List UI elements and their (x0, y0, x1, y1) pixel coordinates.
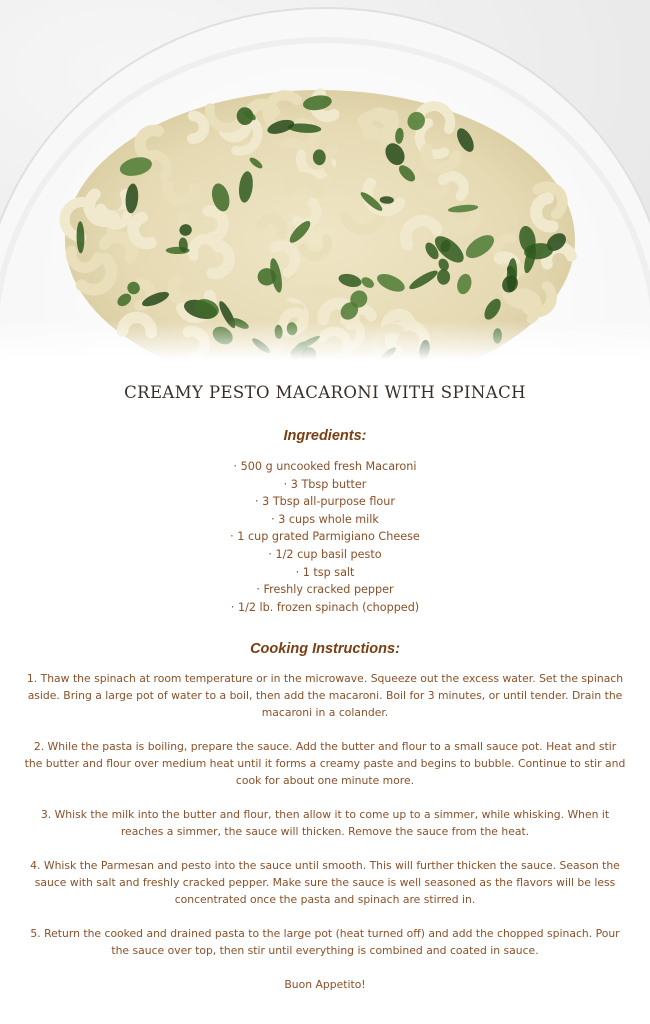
ingredients-heading: Ingredients: (283, 428, 367, 444)
ingredient-item: · 1 cup grated Parmigiano Cheese (0, 528, 650, 546)
ingredients-list (0, 458, 650, 616)
ingredient-item: · 3 Tbsp all-purpose flour (0, 493, 650, 511)
instruction-step: 5. Return the cooked and drained pasta to the large pot (heat turned off) and add the chopped spinach. Pour the sauce over top, then stir until everything is combined and coated in sauce. (30, 927, 620, 957)
ingredient-item: · 1/2 cup basil pesto (0, 546, 650, 564)
ingredient-item: · 3 cups whole milk (0, 511, 650, 529)
recipe-title: CREAMY PESTO MACARONI WITH SPINACH (124, 383, 526, 402)
closing-text: Buon Appetito! (284, 978, 366, 991)
dish-photo (0, 0, 650, 360)
instruction-step: 2. While the pasta is boiling, prepare the sauce. Add the butter and flour to a small sauce pot. Heat and stir the butter and flour over medium heat until it forms a creamy paste and begins to bubble. Continue to stir and cook for about one minute more. (24, 740, 626, 787)
instruction-step: 3. Whisk the milk into the butter and flour, then allow it to come up to a simmer, while whisking. When it reaches a simmer, the sauce will thicken. Remove the sauce from the heat. (40, 808, 610, 838)
ingredient-item: · Freshly cracked pepper (0, 581, 650, 599)
ingredient-item: · 1/2 lb. frozen spinach (chopped) (0, 599, 650, 617)
instructions-list (24, 670, 626, 1010)
instructions-heading: Cooking Instructions: (250, 641, 400, 657)
instruction-step: 1. Thaw the spinach at room temperature or in the microwave. Squeeze out the excess water. Set the spinach aside. Bring a large pot of water to a boil, then add the macaroni. Boil for 3 minutes, or until tender. Drain the macaroni in a colander. (26, 672, 624, 719)
instruction-step: 4. Whisk the Parmesan and pesto into the sauce until smooth. This will further thicken the sauce. Season the sauce with salt and freshly cracked pepper. Make sure the sauce is well seasoned as the flavors will be less concentrated once the pasta and spinach are stirred in. (30, 859, 620, 906)
ingredient-item: · 3 Tbsp butter (0, 476, 650, 494)
ingredient-item: · 500 g uncooked fresh Macaroni (0, 458, 650, 476)
ingredient-item: · 1 tsp salt (0, 564, 650, 582)
